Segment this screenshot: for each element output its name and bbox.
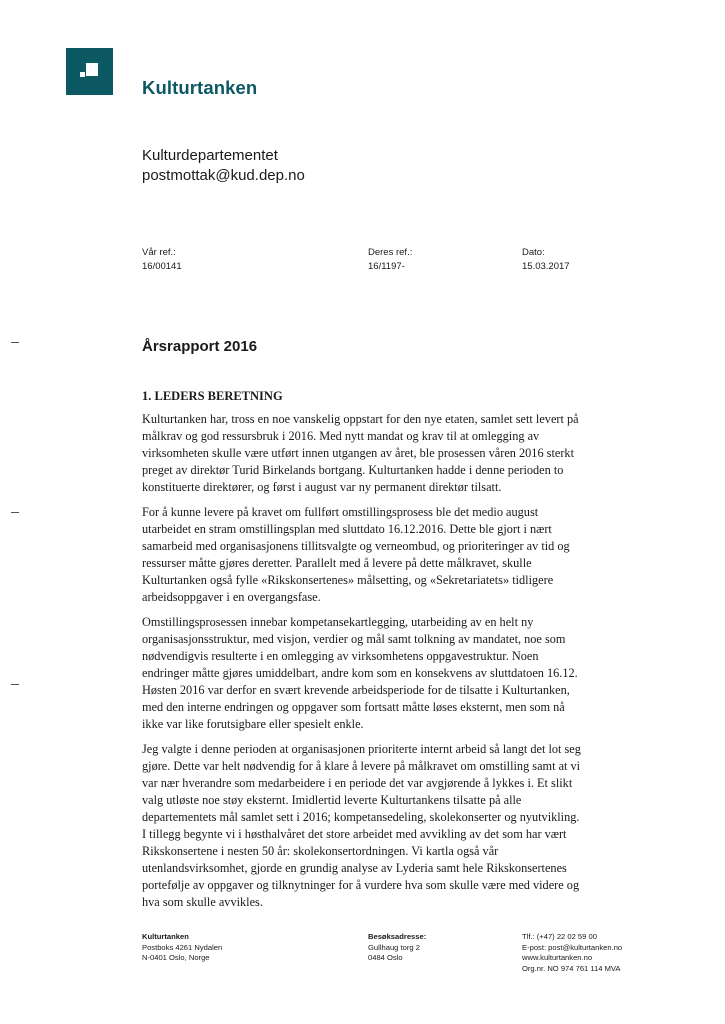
paragraph: Omstillingsprosessen innebar kompetansekartlegging, utarbeiding av en helt ny organisasjonsstruktur, med visjon, verdier og mål samt tolkning av mandatet, noe som nødvendigvis resulterte i en omlegging av virksomhetens oppgavestruktur. Noen endringer måtte gjøres umiddelbart, andre kom som en konsekvens av sluttdatoen 16.12. Høsten 2016 var derfor en svært krevende arbeidsperiode for de tilsatte i Kulturtanken, med den interne endringen og oppgaver som fortsatt måtte løses eksternt, men som nå ikke var like forutsigbare eller spesielt enkle.	[142, 615, 578, 731]
logo-square-large	[86, 63, 98, 76]
date-reference	[522, 246, 570, 274]
date-value: 15.03.2017	[522, 261, 570, 272]
footer-org-line: N-0401 Oslo, Norge	[142, 953, 210, 963]
recipient-name: Kulturdepartementet	[142, 147, 278, 164]
footer-visit-heading: Besøksadresse:	[368, 932, 427, 941]
date-label: Dato:	[522, 247, 545, 258]
section-heading: 1. LEDERS BERETNING	[142, 389, 283, 403]
footer-email[interactable]: E-post: post@kulturtanken.no	[522, 942, 623, 952]
fold-mark	[11, 512, 19, 513]
paragraph: Kulturtanken har, tross en noe vanskelig oppstart for den nye etaten, samlet sett levert på målkrav og god ressursbruk i 2016. Med nytt mandat og krav til at omlegging av virksomheten skulle være utført innen utgangen av året, ble prosessen våren 2016 sterkt preget av direktør Turid Birkelands bortgang. Kulturtanken hadde i denne perioden to konstituerte direktører, og først i august var ny permanent direktør tilsatt.	[142, 412, 579, 494]
logo-square-small	[80, 72, 85, 77]
footer-contact	[522, 932, 622, 974]
paragraph: Jeg valgte i denne perioden at organisasjonen prioriterte internt arbeid så langt det lot seg gjøre. Dette var helt nødvendig for å klare å levere på målkravet om omstilling samt at vi var nær hverandre som medarbeidere i en periode det var avgjørende å lykkes i. Et slikt valg utløste noe støy eksternt. Imidlertid leverte Kulturtankens tilsatte på alle departementets mål samlet sett i 2016; kompetansedeling, skolekonserter og nyutvikling. I tillegg begynte vi i høsthalvåret det store arbeidet med avvikling av det som har vært Rikskonsertene i nesten 50 år: skolekonsertordningen. Vi kartla også vår utenlandsvirksomhet, gjorde en grundig analyse av Lyderia samt hele Rikskonsertenes portefølje av oppgaver og tilknytninger for å vurdere hva som skulle være med videre og hva som skulle avvikles.	[142, 742, 581, 909]
our-reference-label: Vår ref.:	[142, 247, 176, 258]
logo-wordmark: Kulturtanken	[142, 77, 258, 98]
footer-visit-line: Gullhaug torg 2	[368, 942, 420, 952]
recipient-block	[142, 146, 305, 186]
footer-org-number: Org.nr. NO 974 761 114 MVA	[522, 963, 621, 973]
your-reference-value: 16/1197-	[368, 261, 405, 272]
paragraph: For å kunne levere på kravet om fullført omstillingsprosess ble det medio august utarbeidet en stram omstillingsplan med sluttdato 16.12.2016. Dette ble gjort i nært samarbeid med organisasjonens tillitsvalgte og verneombud, og prioriteringer av tid og ressurser måtte gjøres deretter. Parallelt med å levere på dette målkravet, skulle Kulturtanken også fylle «Rikskonsertenes» målsetting, og «Sekretariatets» tidligere arbeidsoppgaver i en overgangsfase.	[142, 505, 570, 604]
footer-phone: Tlf.: (+47) 22 02 59 00	[522, 932, 597, 941]
your-reference	[368, 246, 412, 274]
document-body	[142, 411, 585, 919]
our-reference-value: 16/00141	[142, 261, 182, 272]
recipient-email[interactable]: postmottak@kud.dep.no	[142, 167, 305, 184]
footer-visit-line: 0484 Oslo	[368, 953, 403, 963]
fold-mark	[11, 342, 19, 343]
footer-org-line: Postboks 4261 Nydalen	[142, 942, 223, 952]
fold-mark	[11, 684, 19, 685]
footer-org-heading: Kulturtanken	[142, 932, 189, 941]
your-reference-label: Deres ref.:	[368, 247, 413, 258]
our-reference	[142, 246, 182, 274]
footer-website[interactable]: www.kulturtanken.no	[522, 953, 593, 963]
document-title: Årsrapport 2016	[142, 338, 258, 355]
footer-visit-address	[368, 932, 426, 964]
footer-organization	[142, 932, 222, 964]
kulturtanken-logo-icon	[66, 48, 113, 95]
